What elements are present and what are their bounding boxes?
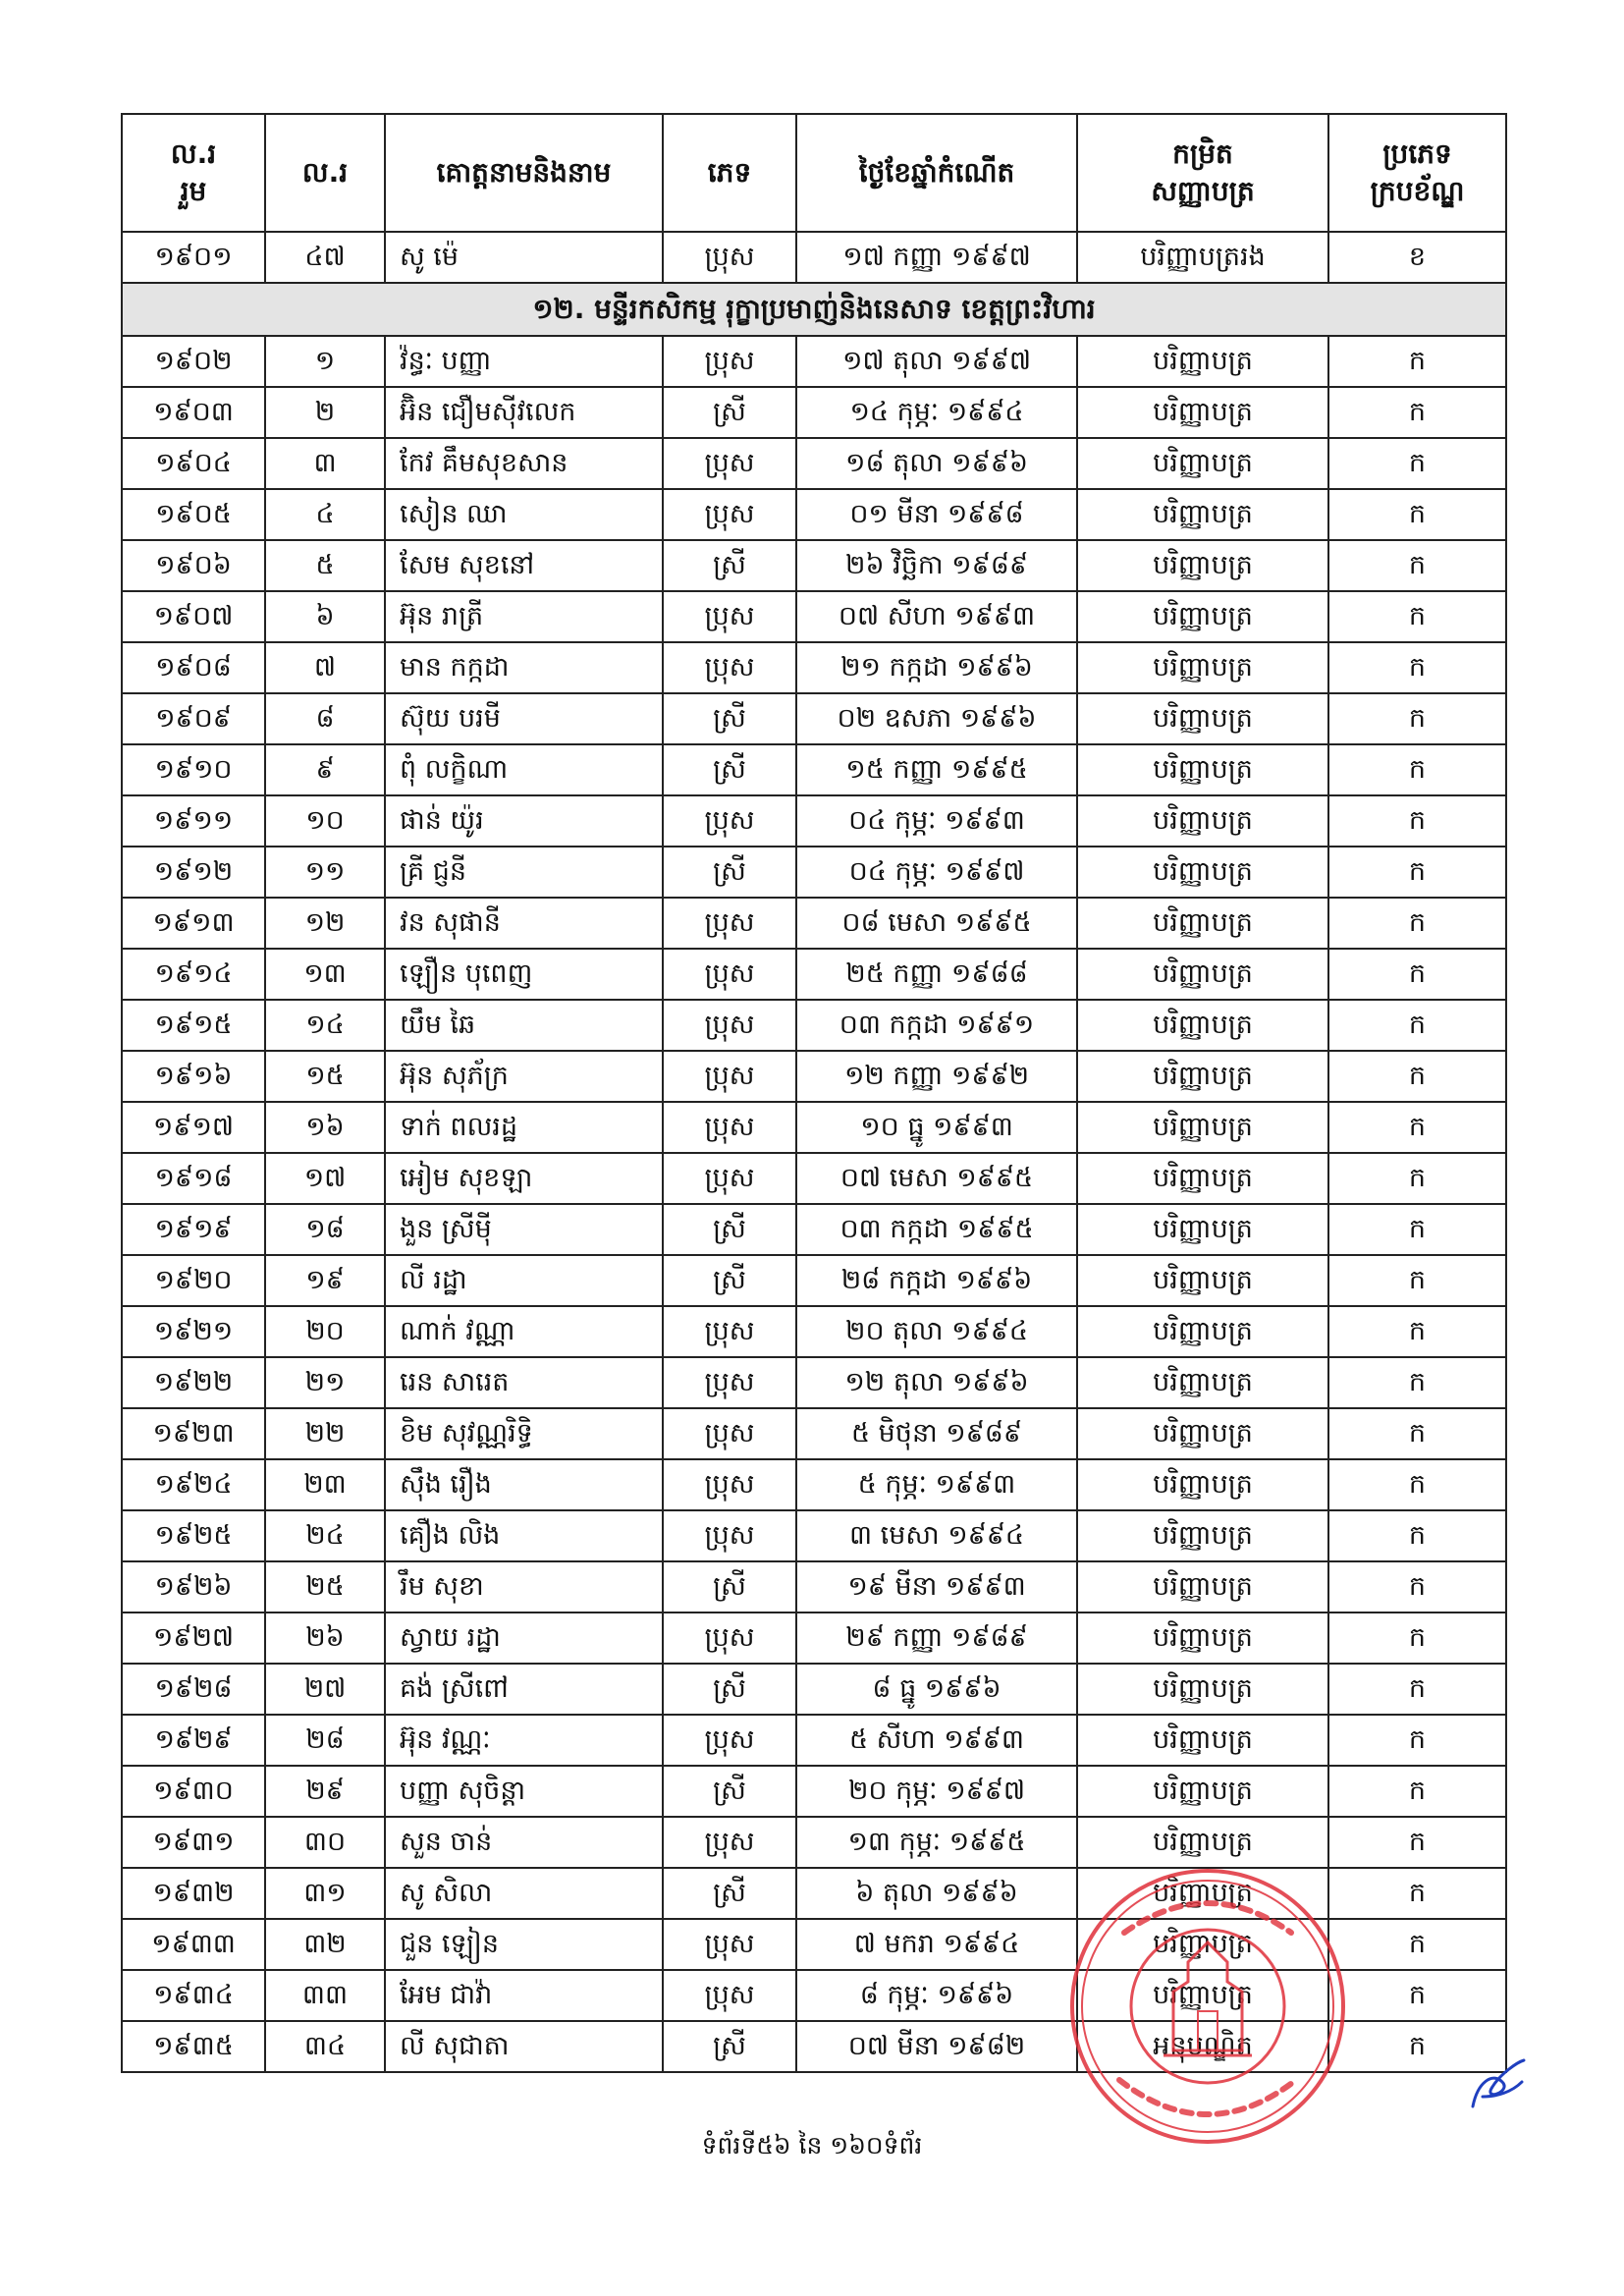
cell-birthdate: ២៨ កក្កដា ១៩៩៦ [796, 1255, 1077, 1306]
cell-overall-number: ១៩០៩ [122, 693, 265, 744]
cell-name: សៀន ឈា [385, 489, 663, 540]
cell-birthdate: ០៤ កុម្ភៈ ១៩៩៧ [796, 847, 1077, 898]
cell-gender: ប្រុស [663, 949, 796, 1000]
cell-name: អ៊ិន ជឿមស៊ីវលេក [385, 387, 663, 438]
table-row [122, 387, 1506, 438]
cell-name: វ៉ន្ធៈ បញ្ញា [385, 336, 663, 387]
cell-framework: ក [1328, 693, 1506, 744]
table-row [122, 1715, 1506, 1766]
cell-name: បញ្ញា សុចិន្តា [385, 1766, 663, 1817]
cell-number: ៤៧ [265, 232, 385, 283]
cell-gender: ស្រី [663, 1255, 796, 1306]
cell-birthdate: ៥ កុម្ភៈ ១៩៩៣ [796, 1459, 1077, 1510]
cell-name: មាន កក្កដា [385, 642, 663, 693]
cell-birthdate: ៥ សីហា ១៩៩៣ [796, 1715, 1077, 1766]
cell-number: ១៧ [265, 1153, 385, 1204]
cell-gender: ស្រី [663, 1664, 796, 1715]
cell-number: ២៩ [265, 1766, 385, 1817]
cell-overall-number: ១៩០៣ [122, 387, 265, 438]
cell-gender: ប្រុស [663, 336, 796, 387]
cell-degree: បរិញ្ញាបត្រ [1077, 387, 1328, 438]
cell-framework: ក [1328, 795, 1506, 847]
cell-framework: ក [1328, 1408, 1506, 1459]
cell-gender: ស្រី [663, 1766, 796, 1817]
cell-birthdate: ៨ កុម្ភៈ ១៩៩៦ [796, 1970, 1077, 2021]
cell-name: កែវ គឹមសុខសាន [385, 438, 663, 489]
table-row [122, 847, 1506, 898]
cell-gender: ប្រុស [663, 1919, 796, 1970]
table-row [122, 232, 1506, 283]
table-row [122, 1970, 1506, 2021]
cell-degree: បរិញ្ញាបត្រ [1077, 489, 1328, 540]
cell-gender: ប្រុស [663, 1357, 796, 1408]
cell-overall-number: ១៩០១ [122, 232, 265, 283]
cell-gender: ប្រុស [663, 1153, 796, 1204]
table-row [122, 1919, 1506, 1970]
cell-degree: បរិញ្ញាបត្រ [1077, 1153, 1328, 1204]
cell-degree: បរិញ្ញាបត្រ [1077, 1766, 1328, 1817]
cell-name: អែម ជាវ៉ា [385, 1970, 663, 2021]
cell-degree: បរិញ្ញាបត្រ [1077, 1919, 1328, 1970]
cell-number: ៣ [265, 438, 385, 489]
cell-degree: បរិញ្ញាបត្រ [1077, 693, 1328, 744]
cell-birthdate: ៦ តុលា ១៩៩៦ [796, 1868, 1077, 1919]
cell-number: ២៤ [265, 1510, 385, 1561]
table-row [122, 1613, 1506, 1664]
cell-gender: ស្រី [663, 744, 796, 795]
cell-gender: ប្រុស [663, 591, 796, 642]
cell-number: ៦ [265, 591, 385, 642]
cell-birthdate: ០៧ មេសា ១៩៩៥ [796, 1153, 1077, 1204]
cell-degree: បរិញ្ញាបត្រ [1077, 1357, 1328, 1408]
cell-gender: ស្រី [663, 2021, 796, 2072]
cell-birthdate: ៣ មេសា ១៩៩៤ [796, 1510, 1077, 1561]
cell-overall-number: ១៩១១ [122, 795, 265, 847]
cell-birthdate: ៨ ធ្នូ ១៩៩៦ [796, 1664, 1077, 1715]
cell-overall-number: ១៩២០ [122, 1255, 265, 1306]
cell-birthdate: ០១ មីនា ១៩៩៨ [796, 489, 1077, 540]
cell-overall-number: ១៩៣៥ [122, 2021, 265, 2072]
cell-birthdate: ១៨ តុលា ១៩៩៦ [796, 438, 1077, 489]
cell-birthdate: ១៤ កុម្ភៈ ១៩៩៤ [796, 387, 1077, 438]
cell-degree: បរិញ្ញាបត្រ [1077, 1000, 1328, 1051]
cell-number: ១០ [265, 795, 385, 847]
table-row [122, 1510, 1506, 1561]
table-row [122, 642, 1506, 693]
cell-degree: បរិញ្ញាបត្រ [1077, 1510, 1328, 1561]
cell-gender: ប្រុស [663, 1970, 796, 2021]
header-degree: កម្រិត សញ្ញាបត្រ [1077, 114, 1328, 232]
cell-overall-number: ១៩៣២ [122, 1868, 265, 1919]
cell-framework: ក [1328, 1459, 1506, 1510]
cell-overall-number: ១៩១០ [122, 744, 265, 795]
cell-framework: ក [1328, 1357, 1506, 1408]
cell-name: អ៊ុន វណ្ណៈ [385, 1715, 663, 1766]
cell-birthdate: ០៧ សីហា ១៩៩៣ [796, 591, 1077, 642]
cell-degree: បរិញ្ញាបត្រ [1077, 1970, 1328, 2021]
cell-birthdate: ១០ ធ្នូ ១៩៩៣ [796, 1102, 1077, 1153]
cell-gender: ប្រុស [663, 1306, 796, 1357]
table-row [122, 438, 1506, 489]
cell-name: អ៊ុន រាត្រី [385, 591, 663, 642]
cell-degree: បរិញ្ញាបត្រ [1077, 795, 1328, 847]
cell-name: ខិម សុវណ្ណរិទ្ធិ [385, 1408, 663, 1459]
cell-number: ៣១ [265, 1868, 385, 1919]
cell-overall-number: ១៩២៨ [122, 1664, 265, 1715]
cell-overall-number: ១៩១៧ [122, 1102, 265, 1153]
cell-number: ២៨ [265, 1715, 385, 1766]
table-row [122, 1153, 1506, 1204]
cell-name: ណាក់ វណ្ណា [385, 1306, 663, 1357]
cell-birthdate: ២៦ វិច្ឆិកា ១៩៨៩ [796, 540, 1077, 591]
header-name: គោត្តនាមនិងនាម [385, 114, 663, 232]
cell-birthdate: ២៩ កញ្ញា ១៩៨៩ [796, 1613, 1077, 1664]
cell-framework: ក [1328, 591, 1506, 642]
cell-name: គង់ ស្រីពៅ [385, 1664, 663, 1715]
cell-degree: បរិញ្ញាបត្រ [1077, 540, 1328, 591]
table-row [122, 1459, 1506, 1510]
cell-gender: ប្រុស [663, 1613, 796, 1664]
cell-gender: ប្រុស [663, 898, 796, 949]
cell-number: ១៦ [265, 1102, 385, 1153]
table-row [122, 1817, 1506, 1868]
cell-framework: ក [1328, 1204, 1506, 1255]
table-row [122, 1306, 1506, 1357]
cell-name: ឡឿន បុពេញ [385, 949, 663, 1000]
cell-framework: ក [1328, 1000, 1506, 1051]
cell-birthdate: ០៣ កក្កដា ១៩៩៥ [796, 1204, 1077, 1255]
cell-overall-number: ១៩១៩ [122, 1204, 265, 1255]
cell-gender: ស្រី [663, 1204, 796, 1255]
table-row [122, 1204, 1506, 1255]
header-framework: ប្រភេទ ក្របខ័ណ្ឌ [1328, 114, 1506, 232]
cell-framework: ក [1328, 1255, 1506, 1306]
cell-gender: ប្រុស [663, 1459, 796, 1510]
cell-name: គឿង លិង [385, 1510, 663, 1561]
table-row [122, 540, 1506, 591]
cell-degree: បរិញ្ញាបត្រ [1077, 1868, 1328, 1919]
cell-degree: បរិញ្ញាបត្រ [1077, 949, 1328, 1000]
cell-degree: បរិញ្ញាបត្រ [1077, 1664, 1328, 1715]
cell-birthdate: ១៧ តុលា ១៩៩៧ [796, 336, 1077, 387]
cell-birthdate: ១៩ មីនា ១៩៩៣ [796, 1561, 1077, 1613]
cell-framework: ក [1328, 744, 1506, 795]
cell-overall-number: ១៩៣៤ [122, 1970, 265, 2021]
table-row [122, 898, 1506, 949]
cell-number: ១៤ [265, 1000, 385, 1051]
cell-degree: បរិញ្ញាបត្រ [1077, 1102, 1328, 1153]
page-number: ទំព័រទី៥៦ នៃ ១៦០ទំព័រ [701, 2131, 923, 2159]
cell-number: ៣២ [265, 1919, 385, 1970]
cell-gender: ប្រុស [663, 642, 796, 693]
cell-name: ផាន់ យ៉ូរ [385, 795, 663, 847]
cell-birthdate: ២៥ កញ្ញា ១៩៨៨ [796, 949, 1077, 1000]
cell-birthdate: ១៧ កញ្ញា ១៩៩៧ [796, 232, 1077, 283]
cell-name: រេន សារេត [385, 1357, 663, 1408]
table-row [122, 1664, 1506, 1715]
cell-gender: ស្រី [663, 1561, 796, 1613]
header-number: ល.រ [265, 114, 385, 232]
cell-framework: ក [1328, 898, 1506, 949]
cell-gender: ប្រុស [663, 1000, 796, 1051]
cell-name: សូ សិលា [385, 1868, 663, 1919]
cell-degree: បរិញ្ញាបត្រ [1077, 744, 1328, 795]
cell-degree: បរិញ្ញាបត្រ [1077, 1204, 1328, 1255]
cell-number: ៣៤ [265, 2021, 385, 2072]
table-row [122, 949, 1506, 1000]
cell-framework: ក [1328, 2021, 1506, 2072]
cell-birthdate: ៥ មិថុនា ១៩៨៩ [796, 1408, 1077, 1459]
cell-overall-number: ១៩២៩ [122, 1715, 265, 1766]
cell-overall-number: ១៩០៦ [122, 540, 265, 591]
table-body [122, 232, 1506, 2072]
cell-overall-number: ១៩០៤ [122, 438, 265, 489]
cell-framework: ក [1328, 847, 1506, 898]
cell-name: ស្វាយ រដ្ឋា [385, 1613, 663, 1664]
cell-overall-number: ១៩២៣ [122, 1408, 265, 1459]
cell-gender: ប្រុស [663, 438, 796, 489]
cell-birthdate: ០៧ មីនា ១៩៨២ [796, 2021, 1077, 2072]
cell-birthdate: ១២ កញ្ញា ១៩៩២ [796, 1051, 1077, 1102]
cell-gender: ប្រុស [663, 1715, 796, 1766]
header-overall-number: ល.រ រួម [122, 114, 265, 232]
cell-number: ២១ [265, 1357, 385, 1408]
cell-framework: ក [1328, 1102, 1506, 1153]
cell-overall-number: ១៩២២ [122, 1357, 265, 1408]
table-row [122, 744, 1506, 795]
cell-degree: បរិញ្ញាបត្រ [1077, 1051, 1328, 1102]
cell-number: ១៨ [265, 1204, 385, 1255]
cell-birthdate: ១២ តុលា ១៩៩៦ [796, 1357, 1077, 1408]
cell-number: ២០ [265, 1306, 385, 1357]
cell-overall-number: ១៩០៨ [122, 642, 265, 693]
table-row [122, 1766, 1506, 1817]
cell-number: ២៥ [265, 1561, 385, 1613]
cell-framework: ក [1328, 1715, 1506, 1766]
cell-birthdate: ០២ ឧសភា ១៩៩៦ [796, 693, 1077, 744]
cell-name: វន សុផានី [385, 898, 663, 949]
cell-gender: ស្រី [663, 1868, 796, 1919]
cell-name: សួន ចាន់ [385, 1817, 663, 1868]
cell-name: គ្រី ជ្ញនី [385, 847, 663, 898]
cell-gender: ប្រុស [663, 1102, 796, 1153]
cell-overall-number: ១៩៣០ [122, 1766, 265, 1817]
cell-birthdate: ២០ កុម្ភៈ ១៩៩៧ [796, 1766, 1077, 1817]
cell-number: ២៦ [265, 1613, 385, 1664]
cell-degree: បរិញ្ញាបត្រ [1077, 1613, 1328, 1664]
cell-number: ៨ [265, 693, 385, 744]
cell-birthdate: ៧ មករា ១៩៩៤ [796, 1919, 1077, 1970]
cell-number: ២ [265, 387, 385, 438]
cell-overall-number: ១៩២៤ [122, 1459, 265, 1510]
cell-gender: ស្រី [663, 847, 796, 898]
cell-framework: ក [1328, 336, 1506, 387]
cell-birthdate: ១៥ កញ្ញា ១៩៩៥ [796, 744, 1077, 795]
cell-overall-number: ១៩២៥ [122, 1510, 265, 1561]
cell-number: ១៩ [265, 1255, 385, 1306]
cell-gender: ប្រុស [663, 232, 796, 283]
cell-degree: បរិញ្ញាបត្រ [1077, 898, 1328, 949]
cell-number: ២២ [265, 1408, 385, 1459]
cell-degree: បរិញ្ញាបត្រ [1077, 847, 1328, 898]
cell-degree: បរិញ្ញាបត្រ [1077, 438, 1328, 489]
table-row [122, 1102, 1506, 1153]
cell-number: ២៧ [265, 1664, 385, 1715]
table-row [122, 1561, 1506, 1613]
cell-framework: ក [1328, 387, 1506, 438]
header-gender: ភេទ [663, 114, 796, 232]
table-row [122, 336, 1506, 387]
cell-degree: បរិញ្ញាបត្រ [1077, 1459, 1328, 1510]
cell-number: ៧ [265, 642, 385, 693]
cell-overall-number: ១៩២១ [122, 1306, 265, 1357]
cell-gender: ស្រី [663, 540, 796, 591]
cell-overall-number: ១៩១២ [122, 847, 265, 898]
cell-framework: ក [1328, 1970, 1506, 2021]
cell-framework: ក [1328, 642, 1506, 693]
cell-name: សូ ម៉េ [385, 232, 663, 283]
cell-framework: ក [1328, 1153, 1506, 1204]
cell-number: ៣០ [265, 1817, 385, 1868]
cell-overall-number: ១៩០៧ [122, 591, 265, 642]
roster-table [121, 113, 1507, 2073]
cell-overall-number: ១៩០៥ [122, 489, 265, 540]
table-header-row [122, 114, 1506, 232]
cell-birthdate: ០៣ កក្កដា ១៩៩១ [796, 1000, 1077, 1051]
cell-name: អ៊ុន សុភ័ក្រ [385, 1051, 663, 1102]
cell-overall-number: ១៩១៥ [122, 1000, 265, 1051]
document-sheet [121, 113, 1505, 2073]
cell-name: ស៊ុយ បរមី [385, 693, 663, 744]
cell-birthdate: ១៣ កុម្ភៈ ១៩៩៥ [796, 1817, 1077, 1868]
cell-name: ងួន ស្រីម៉ី [385, 1204, 663, 1255]
cell-overall-number: ១៩៣៣ [122, 1919, 265, 1970]
table-row [122, 1357, 1506, 1408]
cell-number: ៤ [265, 489, 385, 540]
cell-name: អៀម សុខឡា [385, 1153, 663, 1204]
cell-degree: បរិញ្ញាបត្រ [1077, 1561, 1328, 1613]
cell-degree: បរិញ្ញាបត្រ [1077, 1817, 1328, 1868]
cell-degree: បរិញ្ញាបត្រ [1077, 336, 1328, 387]
table-row [122, 1255, 1506, 1306]
cell-number: ១៥ [265, 1051, 385, 1102]
cell-name: រឹម សុខា [385, 1561, 663, 1613]
cell-overall-number: ១៩១៨ [122, 1153, 265, 1204]
table-row [122, 1868, 1506, 1919]
cell-number: ៣៣ [265, 1970, 385, 2021]
table-row [122, 1000, 1506, 1051]
cell-overall-number: ១៩០២ [122, 336, 265, 387]
cell-number: ១៣ [265, 949, 385, 1000]
cell-degree: បរិញ្ញាបត្រ [1077, 1255, 1328, 1306]
cell-number: ១ [265, 336, 385, 387]
section-title: ១២. មន្ទីរកសិកម្ម រុក្ខាប្រមាញ់និងនេសាទ ខេត្តព្រះវិហារ [122, 283, 1506, 336]
cell-framework: ក [1328, 1766, 1506, 1817]
cell-degree: បរិញ្ញាបត្ររង [1077, 232, 1328, 283]
table-row [122, 795, 1506, 847]
cell-gender: ប្រុស [663, 1051, 796, 1102]
cell-framework: ក [1328, 1561, 1506, 1613]
header-birthdate: ថ្ងៃខែឆ្នាំកំណើត [796, 114, 1077, 232]
cell-framework: ក [1328, 949, 1506, 1000]
cell-number: ៩ [265, 744, 385, 795]
cell-birthdate: ២១ កក្កដា ១៩៩៦ [796, 642, 1077, 693]
table-row [122, 693, 1506, 744]
cell-name: ទាក់ ពលរដ្ឋ [385, 1102, 663, 1153]
cell-name: សែម សុខនៅ [385, 540, 663, 591]
cell-name: ជួន ឡៀន [385, 1919, 663, 1970]
cell-overall-number: ១៩៣១ [122, 1817, 265, 1868]
cell-birthdate: ០៨ មេសា ១៩៩៥ [796, 898, 1077, 949]
cell-framework: ក [1328, 489, 1506, 540]
cell-degree: បរិញ្ញាបត្រ [1077, 1408, 1328, 1459]
cell-gender: ប្រុស [663, 489, 796, 540]
cell-framework: ក [1328, 540, 1506, 591]
cell-number: ៥ [265, 540, 385, 591]
table-row [122, 1051, 1506, 1102]
cell-framework: ក [1328, 1613, 1506, 1664]
cell-number: ២៣ [265, 1459, 385, 1510]
cell-birthdate: ២០ តុលា ១៩៩៤ [796, 1306, 1077, 1357]
cell-gender: ប្រុស [663, 1817, 796, 1868]
cell-framework: ក [1328, 1051, 1506, 1102]
cell-birthdate: ០៤ កុម្ភៈ ១៩៩៣ [796, 795, 1077, 847]
cell-gender: ស្រី [663, 387, 796, 438]
cell-overall-number: ១៩២៧ [122, 1613, 265, 1664]
cell-gender: ស្រី [663, 693, 796, 744]
cell-degree: បរិញ្ញាបត្រ [1077, 1715, 1328, 1766]
cell-name: ពុំ លក្ខិណា [385, 744, 663, 795]
table-row [122, 591, 1506, 642]
cell-degree: បរិញ្ញាបត្រ [1077, 1306, 1328, 1357]
table-row [122, 489, 1506, 540]
cell-name: យឹម ឆៃ [385, 1000, 663, 1051]
cell-framework: ក [1328, 438, 1506, 489]
table-row [122, 2021, 1506, 2072]
cell-framework: ក [1328, 1919, 1506, 1970]
cell-number: ១១ [265, 847, 385, 898]
cell-framework: ក [1328, 1817, 1506, 1868]
cell-name: លី រដ្ឋា [385, 1255, 663, 1306]
cell-overall-number: ១៩១៣ [122, 898, 265, 949]
cell-overall-number: ១៩២៦ [122, 1561, 265, 1613]
cell-degree: បរិញ្ញាបត្រ [1077, 591, 1328, 642]
cell-framework: ក [1328, 1868, 1506, 1919]
cell-framework: ខ [1328, 232, 1506, 283]
table-row [122, 1408, 1506, 1459]
cell-overall-number: ១៩១៤ [122, 949, 265, 1000]
cell-name: លី សុជាតា [385, 2021, 663, 2072]
cell-framework: ក [1328, 1306, 1506, 1357]
cell-framework: ក [1328, 1510, 1506, 1561]
cell-name: ស៊ឹង រឿង [385, 1459, 663, 1510]
cell-degree: បរិញ្ញាបត្រ [1077, 642, 1328, 693]
cell-number: ១២ [265, 898, 385, 949]
cell-gender: ប្រុស [663, 795, 796, 847]
cell-overall-number: ១៩១៦ [122, 1051, 265, 1102]
cell-gender: ប្រុស [663, 1408, 796, 1459]
cell-degree: អនុបណ្ឌិត [1077, 2021, 1328, 2072]
section-row [122, 283, 1506, 336]
cell-framework: ក [1328, 1664, 1506, 1715]
cell-gender: ប្រុស [663, 1510, 796, 1561]
